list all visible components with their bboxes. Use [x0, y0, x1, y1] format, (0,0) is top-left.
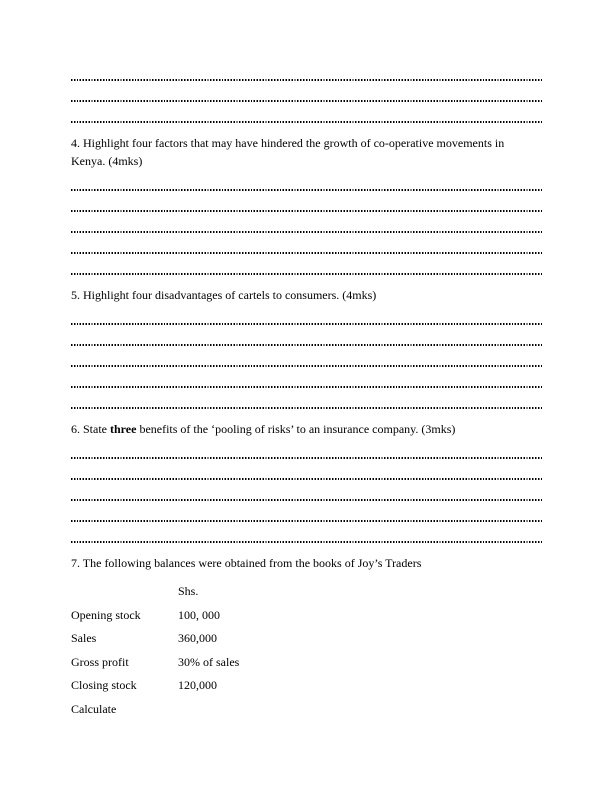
balance-label: Opening stock: [71, 607, 141, 622]
balance-row-opening-stock: [71, 604, 543, 628]
answer-line: [71, 478, 543, 480]
answer-lines-question-5: [71, 323, 543, 409]
balances-header-spacer: [71, 580, 178, 604]
top-margin: [71, 0, 543, 60]
question-6-prefix: 6. State: [71, 422, 110, 436]
calculate-row: [71, 698, 543, 722]
question-6: [71, 420, 543, 438]
balance-label: Closing stock: [71, 678, 137, 692]
question-7: 7. The following balances were obtained from the books of Joy’s Traders: [71, 556, 422, 570]
answer-line: [71, 273, 543, 275]
question-4: [71, 134, 543, 170]
balance-label: Gross profit: [71, 654, 129, 669]
answer-line: [71, 189, 543, 191]
question-4-line-2: Kenya. (4mks): [71, 154, 143, 168]
balance-row-closing-stock: [71, 674, 543, 698]
balance-value: 360,000: [178, 631, 217, 645]
answer-lines-top: [71, 79, 543, 123]
balance-value: 120,000: [178, 678, 217, 692]
answer-line: [71, 499, 543, 501]
question-5: 5. Highlight four disadvantages of cartels to consumers. (4mks): [71, 288, 377, 302]
balance-value: 30% of sales: [178, 654, 240, 669]
balance-row-gross-profit: [71, 651, 543, 675]
answer-line: [71, 407, 543, 409]
answer-line: [71, 100, 543, 102]
answer-line: [71, 121, 543, 123]
answer-line: [71, 323, 543, 325]
calculate-label: Calculate: [71, 701, 117, 716]
answer-line: [71, 386, 543, 388]
answer-line: [71, 520, 543, 522]
balances-column-header: Shs.: [178, 584, 199, 598]
balance-value: 100, 000: [178, 607, 220, 622]
balances-header-row: [71, 580, 543, 604]
balance-label: Sales: [71, 631, 97, 645]
balances-table: [71, 580, 543, 721]
answer-line: [71, 365, 543, 367]
answer-line: [71, 457, 543, 459]
question-6-bold-word: three: [110, 422, 137, 436]
answer-lines-question-6: [71, 457, 543, 543]
balance-row-sales: [71, 627, 543, 651]
answer-line: [71, 344, 543, 346]
document-content: [71, 0, 543, 721]
question-4-line-1: 4. Highlight four factors that may have hindered the growth of co-operative movements in: [71, 136, 505, 150]
answer-line: [71, 541, 543, 543]
answer-lines-question-4: [71, 189, 543, 275]
answer-line: [71, 210, 543, 212]
question-6-suffix: benefits of the ‘pooling of risks’ to an insurance company. (3mks): [136, 422, 456, 436]
answer-line: [71, 252, 543, 254]
answer-line: [71, 79, 543, 81]
answer-line: [71, 231, 543, 233]
